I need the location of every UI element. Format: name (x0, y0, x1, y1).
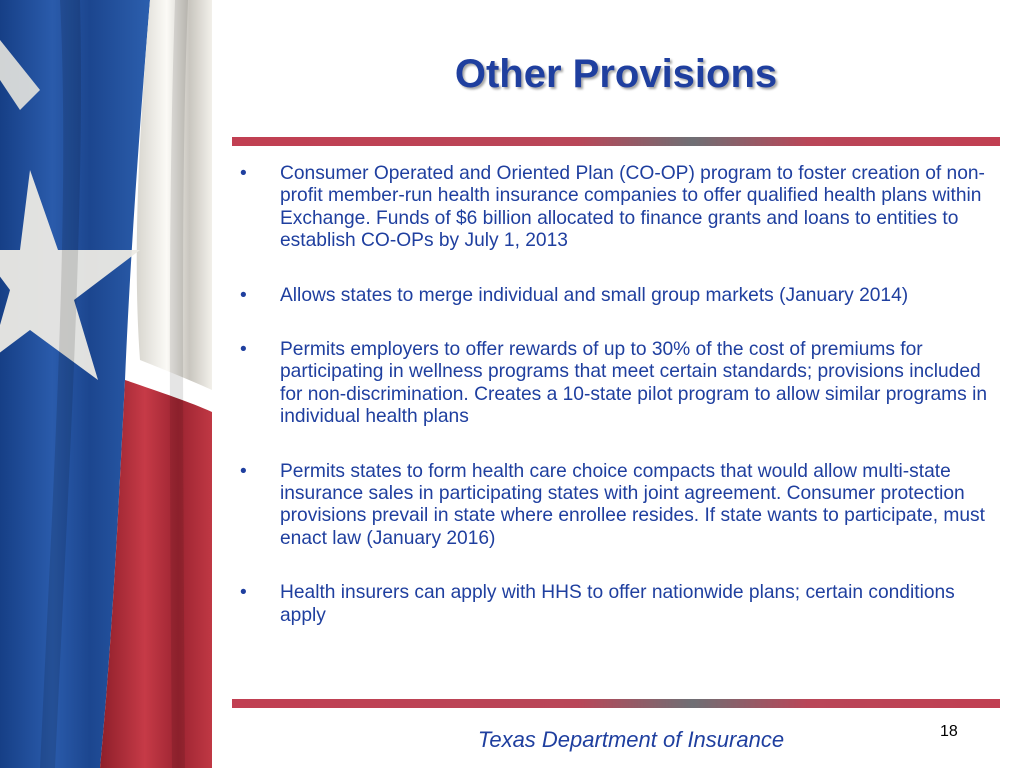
list-item-text: Consumer Operated and Oriented Plan (CO-OP) program to foster creation of non-profit member-run health insurance companies to offer qualified health plans within Exchange. Funds of $6 billion allocated to finance grants and loans to entities to establish CO-OPs by July 1, 2013 (280, 163, 985, 252)
list-item-text: Health insurers can apply with HHS to offer nationwide plans; certain conditions apply (280, 582, 955, 626)
page-title: Other Provisions (454, 52, 778, 96)
title-divider (232, 137, 1000, 146)
footer-divider (232, 699, 1000, 708)
bullet-icon: • (240, 284, 247, 306)
bullet-list (240, 163, 1000, 659)
bullet-icon: • (240, 460, 247, 482)
list-item (240, 163, 1000, 253)
list-item (240, 582, 1000, 627)
bullet-icon: • (240, 163, 247, 184)
list-item-text: Allows states to merge individual and small group markets (January 2014) (280, 284, 909, 306)
list-item (240, 339, 1000, 429)
list-item (240, 461, 1000, 551)
bullet-icon: • (240, 339, 247, 361)
list-item (240, 285, 1000, 307)
texas-flag-icon (0, 0, 212, 768)
footer-organization: Texas Department of Insurance (477, 727, 785, 752)
texas-flag-image (0, 0, 212, 768)
page-number: 18 (940, 723, 958, 740)
footer (232, 726, 1024, 756)
bullet-icon: • (240, 582, 247, 604)
list-item-text: Permits employers to offer rewards of up to 30% of the cost of premiums for participating in wellness programs that meet certain standards; provisions included for non-discrimination. Creates a 10-state pilot program to allow similar programs in individual health plans (280, 339, 988, 428)
list-item-text: Permits states to form health care choice compacts that would allow multi-state insurance sales in participating states with joint agreement. Consumer protection provisions prevail in state where enrollee resides. If state wants to participate, must enact law (January 2016) (280, 460, 985, 549)
